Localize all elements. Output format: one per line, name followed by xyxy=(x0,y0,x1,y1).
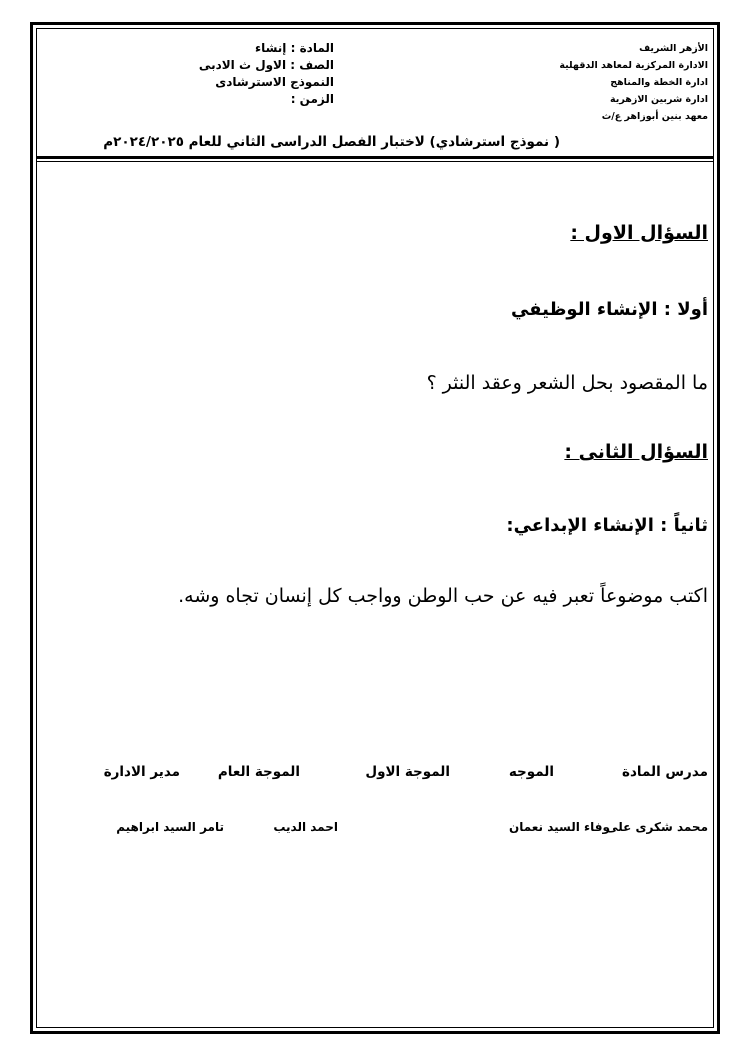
time-line: الزمن : xyxy=(290,92,334,106)
subject-line: المادة : إنشاء xyxy=(254,41,334,55)
institution-line-1: الأزهر الشريف xyxy=(639,43,708,54)
exam-info xyxy=(104,40,334,108)
signature-title-teacher: مدرس المادة xyxy=(622,764,708,780)
signature-name-teacher: محمد شكرى على xyxy=(606,820,708,834)
question-2-section: ثانياً : الإنشاء الإبداعي: xyxy=(506,515,708,536)
signature-title-general-supervisor: الموجة العام xyxy=(217,764,300,780)
model-line: النموذج الاسترشادى xyxy=(215,75,334,89)
institution-header xyxy=(478,40,708,125)
signature-title-first-supervisor: الموجة الاول xyxy=(365,764,450,780)
exam-title: ( نموذج استرشادي) لاختبار الفصل الدراسى الثاني للعام ٢٠٢٤/٢٠٢٥م xyxy=(103,134,560,150)
question-1-heading: السؤال الاول : xyxy=(570,222,708,244)
header-divider-thin xyxy=(36,161,714,162)
question-2-text: اكتب موضوعاً تعبر فيه عن حب الوطن وواجب كل إنسان تجاه وشه. xyxy=(178,585,708,607)
grade-line: الصف : الاول ث الادبى xyxy=(198,58,334,72)
question-1-section: أولا : الإنشاء الوظيفي xyxy=(510,299,708,320)
institution-line-5: معهد بنين أبوزاهر ع/ث xyxy=(601,111,708,122)
signature-name-director: تامر السيد ابراهيم xyxy=(116,820,224,834)
institution-line-4: ادارة شربين الازهرية xyxy=(610,94,708,105)
header-divider-thick xyxy=(36,156,714,159)
question-2-heading: السؤال الثانى : xyxy=(564,441,708,463)
signature-title-supervisor: الموجه xyxy=(508,764,554,780)
institution-line-3: ادارة الخطة والمناهج xyxy=(610,77,708,88)
signature-name-supervisor: وفاء السيد نعمان xyxy=(508,820,610,834)
signature-title-director: مدير الادارة xyxy=(103,764,180,780)
institution-line-2: الادارة المركزية لمعاهد الدقهلية xyxy=(559,60,708,71)
question-1-text: ما المقصود بحل الشعر وعقد النثر ؟ xyxy=(426,372,708,394)
signature-name-general-supervisor: احمد الديب xyxy=(273,820,338,834)
